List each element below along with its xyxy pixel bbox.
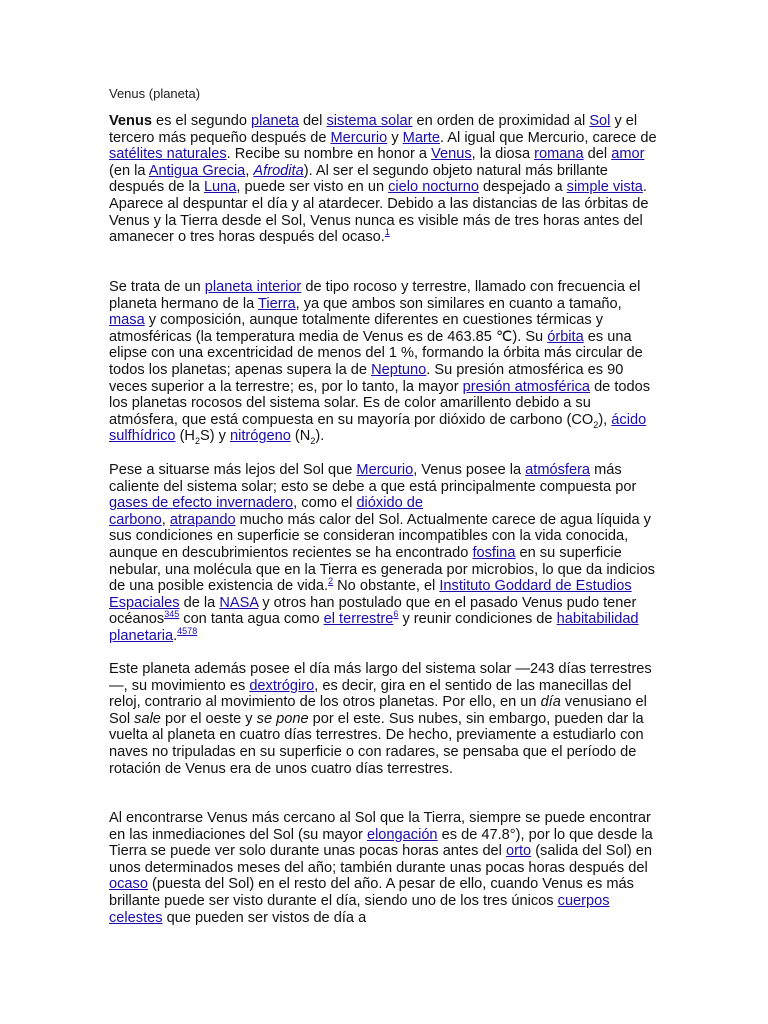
text: . <box>173 627 178 644</box>
link-orbita[interactable]: órbita <box>547 328 584 345</box>
text: No obstante, el <box>333 578 440 595</box>
text: y reunir condiciones de <box>398 611 557 628</box>
text: y composición, aunque totalmente diferentes en cuestiones térmicas y atmosféricas (la temperatura media de Venus es de 463.85 ℃). Su <box>109 312 604 345</box>
text: ). Al ser el segundo objeto natural más brillante después de la <box>109 162 608 196</box>
link-orto[interactable]: orto <box>505 843 532 860</box>
paragraph-3 <box>109 462 657 645</box>
text: en orden de proximidad al <box>412 113 590 129</box>
footnote-link-4578[interactable]: 4578 <box>177 626 198 637</box>
link-masa[interactable]: masa <box>109 312 145 329</box>
text: mucho más calor del Sol. Actualmente carece de agua líquida y sus condiciones en superficie se consideran incompatibles con la vida conocida, aunque en descubrimientos recientes se ha encontrado <box>109 511 651 561</box>
text: es el segundo <box>152 113 251 129</box>
link-simple-vista[interactable]: simple vista <box>566 179 643 196</box>
link-cielo-nocturno[interactable]: cielo nocturno <box>388 179 479 196</box>
link-sol[interactable]: Sol <box>589 113 611 129</box>
text: del <box>298 113 327 129</box>
link-ocaso[interactable]: ocaso <box>109 876 148 893</box>
link-tierra[interactable]: Tierra <box>258 295 296 312</box>
text: , puede ser visto en un <box>236 179 389 196</box>
text: (puesta del Sol) en el resto del año. A pesar de ello, cuando Venus es más brillante puede ser visto durante el día, siendo uno de los tres únicos <box>109 876 634 909</box>
text: , es decir, gira en el sentido de las manecillas del reloj, contrario al movimiento de los otros planetas. Por ello, en un <box>109 677 632 711</box>
link-mercurio-2[interactable]: Mercurio <box>356 462 414 478</box>
text: y el tercero más pequeño después de <box>109 113 638 146</box>
text: Pese a situarse más lejos del Sol que <box>109 462 357 478</box>
document-title: Venus (planeta) <box>109 86 201 101</box>
subscript: 2 <box>310 436 316 447</box>
text: por el oeste y <box>160 710 257 727</box>
text: Este planeta además posee el día más largo del sistema solar —243 días terrestres—, su movimiento es <box>109 661 652 694</box>
text: por el este. Sus nubes, sin embargo, pueden dar la vuelta al planeta en cuatro días terrestres. De hecho, previamente a estudiarlo con naves no tripuladas en su superficie o con radares, se pensaba que el período de rotación de Venus era de unos cuatro días terrestres. <box>109 710 644 777</box>
text: . Al igual que Mercurio, carece de <box>439 129 657 146</box>
link-romana[interactable]: romana <box>534 146 584 163</box>
text: (en la <box>109 162 149 179</box>
link-afrodita[interactable] <box>253 163 303 179</box>
paragraph-5 <box>109 810 657 926</box>
link-el-terrestre[interactable]: el terrestre <box>323 611 394 628</box>
text: que pueden ser vistos de día a <box>162 909 367 926</box>
text: , ya que ambos son similares en cuanto a tamaño, <box>295 295 622 312</box>
link-luna[interactable]: Luna <box>203 179 237 196</box>
paragraph-4 <box>109 661 657 777</box>
text: ), <box>598 411 612 428</box>
text: y otros han postulado que en el pasado Venus pudo tener océanos <box>109 594 637 628</box>
link-dextrogiro[interactable]: dextrógiro <box>249 677 315 694</box>
link-afrodita-text: Afrodita <box>253 162 304 179</box>
link-text: carbono <box>109 511 162 528</box>
text: Al encontrarse Venus más cercano al Sol que la Tierra, siempre se puede encontrar en las inmediaciones del Sol (su mayor <box>109 810 651 843</box>
footnote-link-6[interactable]: 6 <box>393 609 399 620</box>
link-planeta-interior[interactable]: planeta interior <box>204 279 302 295</box>
link-presion-atmosferica[interactable]: presión atmosférica <box>462 378 591 395</box>
link-habitabilidad-planetaria[interactable]: habitabilidad planetaria <box>109 611 639 644</box>
link-elongacion[interactable]: elongación <box>366 826 438 843</box>
italic-text: sale <box>134 710 161 727</box>
link-text: dióxido de <box>356 495 423 512</box>
text: de todos los planetas rocosos del sistema solar. Es de color amarillento debido a su atmósfera, que está compuesta en su mayoría por dióxido de carbono (CO <box>109 378 651 428</box>
paragraph-2 <box>109 279 657 445</box>
text: (N <box>290 428 311 445</box>
text: despejado a <box>479 179 567 196</box>
italic-text: se pone <box>256 710 309 727</box>
link-sistema-solar[interactable]: sistema solar <box>326 113 413 129</box>
footnote-link-2[interactable]: 2 <box>328 576 334 587</box>
text: . Aparece al despuntar el día y al atardecer. Debido a las distancias de las órbitas de Venus y la Tierra desde el Sol, Venus nunca es visible más de tres horas antes del amanecer o tres horas después del ocaso. <box>109 179 649 246</box>
text: , Venus posee la <box>413 462 526 478</box>
text: es una elipse con una excentricidad de menos del 1 %, formando la órbita más circular de todos los planetas; apenas supera la de <box>109 328 643 378</box>
text: (salida del Sol) en unos determinados meses del año; también durante unas pocas horas después del <box>109 843 653 876</box>
text: más caliente del sistema solar; esto se debe a que está principalmente compuesta por <box>109 462 637 495</box>
paragraph-1 <box>109 113 657 246</box>
link-atmosfera[interactable]: atmósfera <box>525 462 591 478</box>
text: (H <box>175 428 195 445</box>
text: , <box>245 162 254 179</box>
link-amor[interactable]: amor <box>611 146 645 163</box>
text: de la <box>179 594 220 611</box>
text: Se trata de un <box>109 279 205 295</box>
link-neptuno[interactable]: Neptuno <box>371 361 427 378</box>
text: . Recibe su nombre en honor a <box>226 146 432 163</box>
link-acido-sulfhidrico[interactable]: ácido sulfhídrico <box>109 411 647 445</box>
text: con tanta agua como <box>179 611 324 628</box>
text: de tipo rocoso y terrestre, llamado con frecuencia el planeta hermano de la <box>109 279 641 312</box>
link-planeta[interactable]: planeta <box>251 113 299 129</box>
text: y <box>387 129 403 146</box>
link-venus[interactable]: Venus <box>431 146 472 163</box>
subscript: 2 <box>593 419 599 430</box>
italic-text: día <box>540 694 561 711</box>
link-fosfina[interactable]: fosfina <box>472 544 516 561</box>
link-nitrogeno[interactable]: nitrógeno <box>230 428 291 445</box>
text: en su superficie nebular, una molécula que en la Tierra es generada por microbios, lo que da indicios de una posible existencia de vida. <box>109 544 655 595</box>
link-marte[interactable]: Marte <box>402 129 440 146</box>
link-antigua-grecia[interactable]: Antigua Grecia <box>148 162 246 179</box>
text: , <box>161 511 170 528</box>
subscript: 2 <box>194 436 200 447</box>
link-mercurio[interactable]: Mercurio <box>330 129 388 146</box>
footnote-link-345[interactable]: 345 <box>164 609 180 620</box>
text: , la diosa <box>471 146 535 163</box>
text: ). <box>315 428 325 445</box>
term-venus: Venus <box>109 113 152 129</box>
link-instituto-goddard[interactable]: Instituto Goddard de Estudios Espaciales <box>109 578 632 611</box>
text: del <box>583 146 612 163</box>
text: . Su presión atmosférica es 90 veces superior a la terrestre; es, por lo tanto, la mayor <box>109 361 624 395</box>
link-atrapando[interactable]: atrapando <box>169 511 236 528</box>
text: , como el <box>293 495 357 512</box>
link-gases-efecto-invernadero[interactable]: gases de efecto invernadero <box>109 495 294 512</box>
link-cuerpos-celestes[interactable]: cuerpos celestes <box>109 892 610 926</box>
text: es de 47.8°), por lo que desde la Tierra se puede ver solo durante unas pocas horas antes del <box>109 826 653 860</box>
text: S) y <box>200 428 230 445</box>
link-nasa[interactable]: NASA <box>219 594 259 611</box>
text: venusiano el Sol <box>109 694 647 727</box>
footnote-link-1[interactable]: 1 <box>384 227 390 238</box>
link-satelites-naturales[interactable]: satélites naturales <box>109 146 227 163</box>
